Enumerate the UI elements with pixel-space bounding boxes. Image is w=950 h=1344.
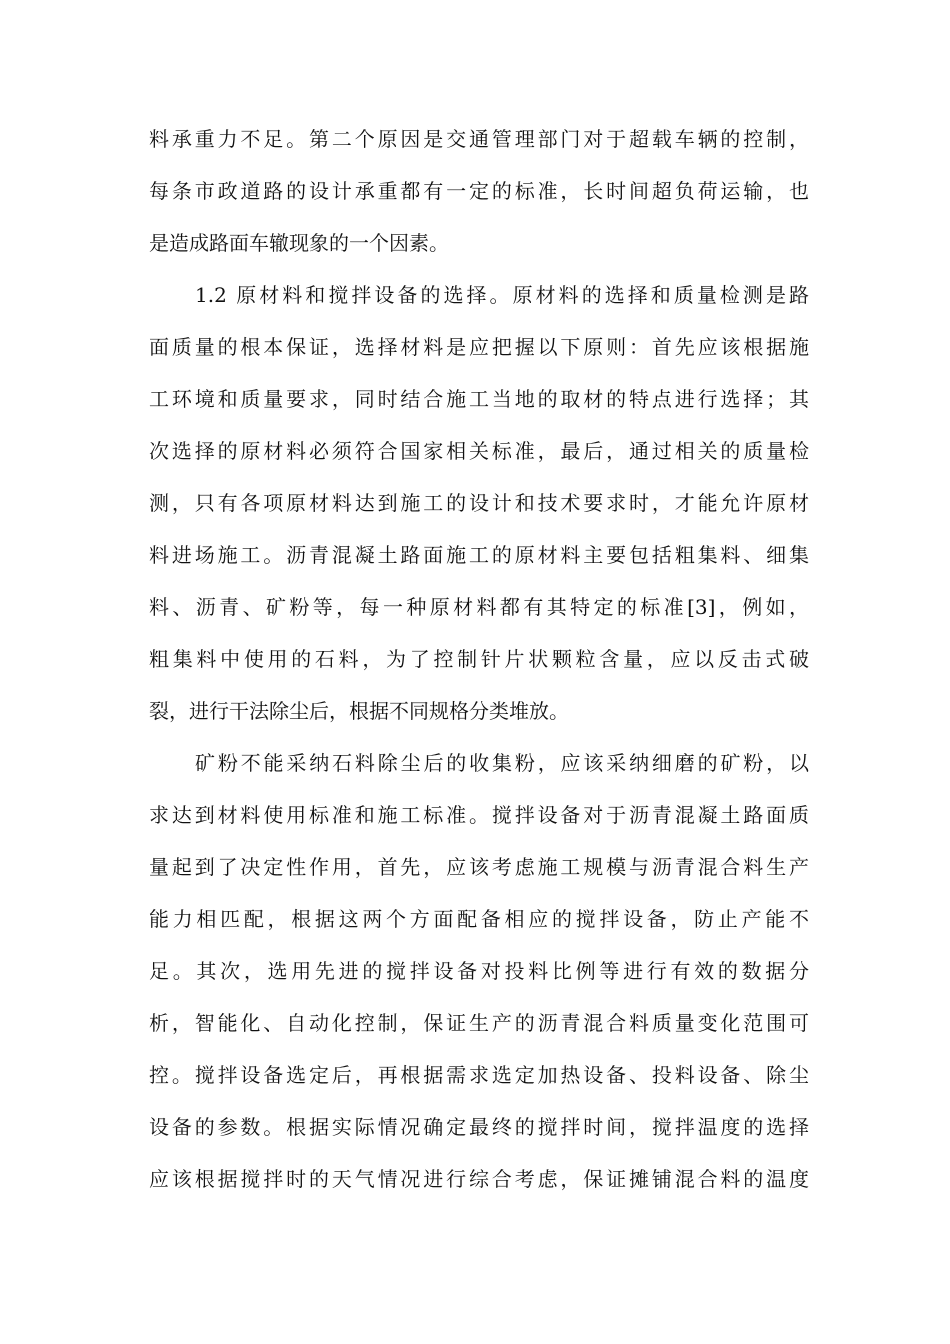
text-line-15: 量起到了决定性作用，首先，应该考虑施工规模与沥青混合料生产 <box>149 855 809 879</box>
text-line-6: 工环境和质量要求，同时结合施工当地的取材的特点进行选择；其 <box>149 387 809 411</box>
text-line-12: 裂，进行干法除尘后，根据不同规格分类堆放。 <box>149 699 569 723</box>
text-line-5: 面质量的根本保证，选择材料是应把握以下原则：首先应该根据施 <box>149 335 809 359</box>
text-line-19: 控。搅拌设备选定后，再根据需求选定加热设备、投料设备、除尘 <box>149 1063 809 1087</box>
text-line-18: 析，智能化、自动化控制，保证生产的沥青混合料质量变化范围可 <box>149 1011 809 1035</box>
paragraph-heading-line: 1.2 原材料和搅拌设备的选择。原材料的选择和质量检测是路 <box>195 283 809 307</box>
text-line-16: 能力相匹配，根据这两个方面配备相应的搅拌设备，防止产能不 <box>149 907 809 931</box>
text-line-20: 设备的参数。根据实际情况确定最终的搅拌时间，搅拌温度的选择 <box>149 1115 809 1139</box>
text-line-9: 料进场施工。沥青混凝土路面施工的原材料主要包括粗集料、细集 <box>149 543 809 567</box>
text-line-14: 求达到材料使用标准和施工标准。搅拌设备对于沥青混凝土路面质 <box>149 803 809 827</box>
text-line-1: 料承重力不足。第二个原因是交通管理部门对于超载车辆的控制， <box>149 127 809 151</box>
text-line-17: 足。其次，选用先进的搅拌设备对投料比例等进行有效的数据分 <box>149 959 809 983</box>
text-line-13: 矿粉不能采纳石料除尘后的收集粉，应该采纳细磨的矿粉，以 <box>195 751 809 775</box>
text-line-3: 是造成路面车辙现象的一个因素。 <box>149 231 449 255</box>
text-line-8: 测，只有各项原材料达到施工的设计和技术要求时，才能允许原材 <box>149 491 809 515</box>
text-line-7: 次选择的原材料必须符合国家相关标准，最后，通过相关的质量检 <box>149 439 809 463</box>
text-line-2: 每条市政道路的设计承重都有一定的标准，长时间超负荷运输，也 <box>149 179 809 203</box>
text-line-21: 应该根据搅拌时的天气情况进行综合考虑，保证摊铺混合料的温度 <box>149 1167 809 1191</box>
text-line-10: 料、沥青、矿粉等，每一种原材料都有其特定的标准[3]，例如， <box>149 595 809 619</box>
text-line-11: 粗集料中使用的石料，为了控制针片状颗粒含量，应以反击式破 <box>149 647 809 671</box>
